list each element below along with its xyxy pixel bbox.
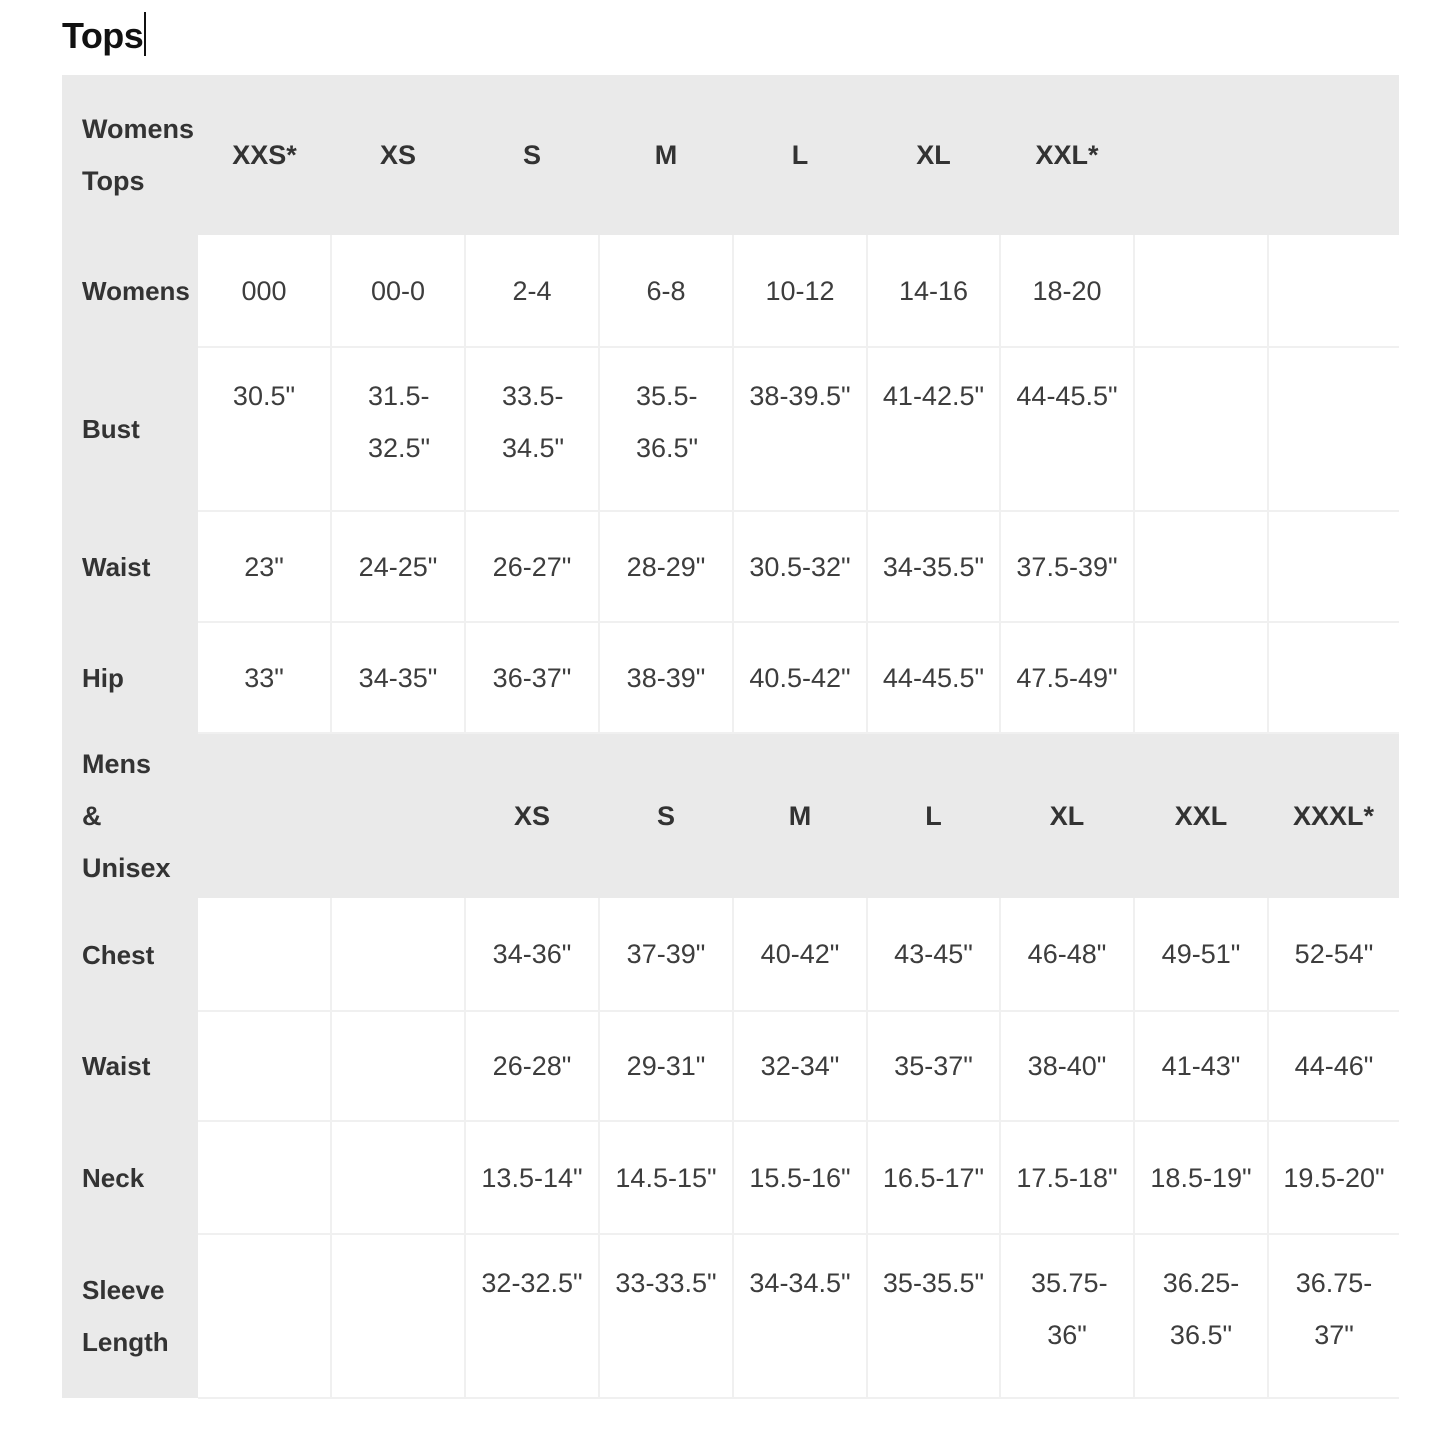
page-title — [62, 12, 146, 57]
table-cell: 17.5-18" — [1000, 1121, 1134, 1234]
table-cell — [1268, 235, 1399, 347]
table-cell — [1268, 622, 1399, 733]
womens-size-xxl: XXL* — [1000, 75, 1134, 235]
table-row — [62, 1011, 1399, 1121]
table-cell — [331, 1121, 465, 1234]
table-row — [62, 347, 1399, 511]
table-cell: 34-36" — [465, 898, 599, 1011]
table-cell: 40-42" — [733, 898, 867, 1011]
table-cell: 13.5-14" — [465, 1121, 599, 1234]
table-cell: 35-37" — [867, 1011, 1000, 1121]
mens-size-m: M — [733, 733, 867, 898]
table-cell: 00-0 — [331, 235, 465, 347]
table-cell: 41-43" — [1134, 1011, 1268, 1121]
table-cell: 33" — [198, 622, 331, 733]
table-cell: 38-40" — [1000, 1011, 1134, 1121]
table-cell: 35.75-36" — [1000, 1234, 1134, 1398]
table-cell: 15.5-16" — [733, 1121, 867, 1234]
table-cell: 30.5-32" — [733, 511, 867, 622]
table-cell — [1268, 347, 1399, 511]
table-cell — [1134, 347, 1268, 511]
table-cell: 44-46" — [1268, 1011, 1399, 1121]
table-cell: 000 — [198, 235, 331, 347]
mens-size-l: L — [867, 733, 1000, 898]
row-label-hip: Hip — [62, 622, 198, 733]
page-title-text: Tops — [62, 15, 144, 56]
table-cell: 32-34" — [733, 1011, 867, 1121]
table-cell: 49-51" — [1134, 898, 1268, 1011]
table-cell: 41-42.5" — [867, 347, 1000, 511]
table-cell: 40.5-42" — [733, 622, 867, 733]
table-cell: 36.75-37" — [1268, 1234, 1399, 1398]
row-label-neck: Neck — [62, 1121, 198, 1234]
table-cell — [198, 1234, 331, 1398]
mens-size-xl: XL — [1000, 733, 1134, 898]
table-cell: 46-48" — [1000, 898, 1134, 1011]
table-cell: 18.5-19" — [1134, 1121, 1268, 1234]
table-cell — [331, 898, 465, 1011]
mens-size-xxxl: XXXL* — [1268, 733, 1399, 898]
mens-size-xs: XS — [465, 733, 599, 898]
mens-header-row — [62, 733, 1399, 898]
table-cell: 36.25-36.5" — [1134, 1234, 1268, 1398]
womens-size-l: L — [733, 75, 867, 235]
table-cell: 38-39" — [599, 622, 733, 733]
table-cell: 14.5-15" — [599, 1121, 733, 1234]
mens-size-empty — [331, 733, 465, 898]
mens-size-empty — [198, 733, 331, 898]
table-cell — [1134, 235, 1268, 347]
table-row — [62, 1121, 1399, 1234]
table-cell: 24-25" — [331, 511, 465, 622]
table-cell: 6-8 — [599, 235, 733, 347]
table-cell: 34-35" — [331, 622, 465, 733]
table-row — [62, 511, 1399, 622]
row-label-waist: Waist — [62, 511, 198, 622]
womens-size-xxs: XXS* — [198, 75, 331, 235]
row-label-sleeve-length: Sleeve Length — [62, 1234, 198, 1398]
table-row — [62, 898, 1399, 1011]
table-cell — [198, 1121, 331, 1234]
table-cell: 28-29" — [599, 511, 733, 622]
table-cell: 30.5" — [198, 347, 331, 511]
table-cell: 37-39" — [599, 898, 733, 1011]
mens-size-xxl: XXL — [1134, 733, 1268, 898]
table-cell — [1268, 511, 1399, 622]
table-cell — [331, 1011, 465, 1121]
womens-size-xs: XS — [331, 75, 465, 235]
table-cell: 44-45.5" — [1000, 347, 1134, 511]
table-cell: 23" — [198, 511, 331, 622]
table-cell: 16.5-17" — [867, 1121, 1000, 1234]
womens-tops-label: Womens Tops — [62, 75, 198, 235]
table-cell: 14-16 — [867, 235, 1000, 347]
row-label-womens: Womens — [62, 235, 198, 347]
table-cell: 29-31" — [599, 1011, 733, 1121]
mens-size-s: S — [599, 733, 733, 898]
table-cell: 26-27" — [465, 511, 599, 622]
table-cell: 37.5-39" — [1000, 511, 1134, 622]
table-cell — [198, 1011, 331, 1121]
size-chart-table — [62, 75, 1399, 1399]
table-cell: 26-28" — [465, 1011, 599, 1121]
table-cell: 43-45" — [867, 898, 1000, 1011]
table-row — [62, 1234, 1399, 1398]
table-cell — [198, 898, 331, 1011]
table-cell: 44-45.5" — [867, 622, 1000, 733]
table-cell: 34-34.5" — [733, 1234, 867, 1398]
table-cell: 33.5-34.5" — [465, 347, 599, 511]
table-row — [62, 622, 1399, 733]
table-cell: 35.5-36.5" — [599, 347, 733, 511]
womens-size-xl: XL — [867, 75, 1000, 235]
table-cell: 47.5-49" — [1000, 622, 1134, 733]
table-cell — [1134, 511, 1268, 622]
table-cell: 36-37" — [465, 622, 599, 733]
table-cell: 19.5-20" — [1268, 1121, 1399, 1234]
row-label-mens-waist: Waist — [62, 1011, 198, 1121]
table-cell — [331, 1234, 465, 1398]
womens-size-m: M — [599, 75, 733, 235]
text-cursor — [144, 12, 146, 56]
womens-size-empty — [1134, 75, 1268, 235]
table-cell: 35-35.5" — [867, 1234, 1000, 1398]
table-cell — [1134, 622, 1268, 733]
table-cell: 2-4 — [465, 235, 599, 347]
womens-header-row — [62, 75, 1399, 235]
table-cell: 34-35.5" — [867, 511, 1000, 622]
table-cell: 18-20 — [1000, 235, 1134, 347]
table-cell: 32-32.5" — [465, 1234, 599, 1398]
row-label-chest: Chest — [62, 898, 198, 1011]
row-label-bust: Bust — [62, 347, 198, 511]
table-cell: 10-12 — [733, 235, 867, 347]
table-cell: 52-54" — [1268, 898, 1399, 1011]
womens-size-empty — [1268, 75, 1399, 235]
table-cell: 38-39.5" — [733, 347, 867, 511]
mens-unisex-label: Mens & Unisex — [62, 733, 198, 898]
womens-size-s: S — [465, 75, 599, 235]
table-cell: 33-33.5" — [599, 1234, 733, 1398]
table-row — [62, 235, 1399, 347]
table-cell: 31.5-32.5" — [331, 347, 465, 511]
